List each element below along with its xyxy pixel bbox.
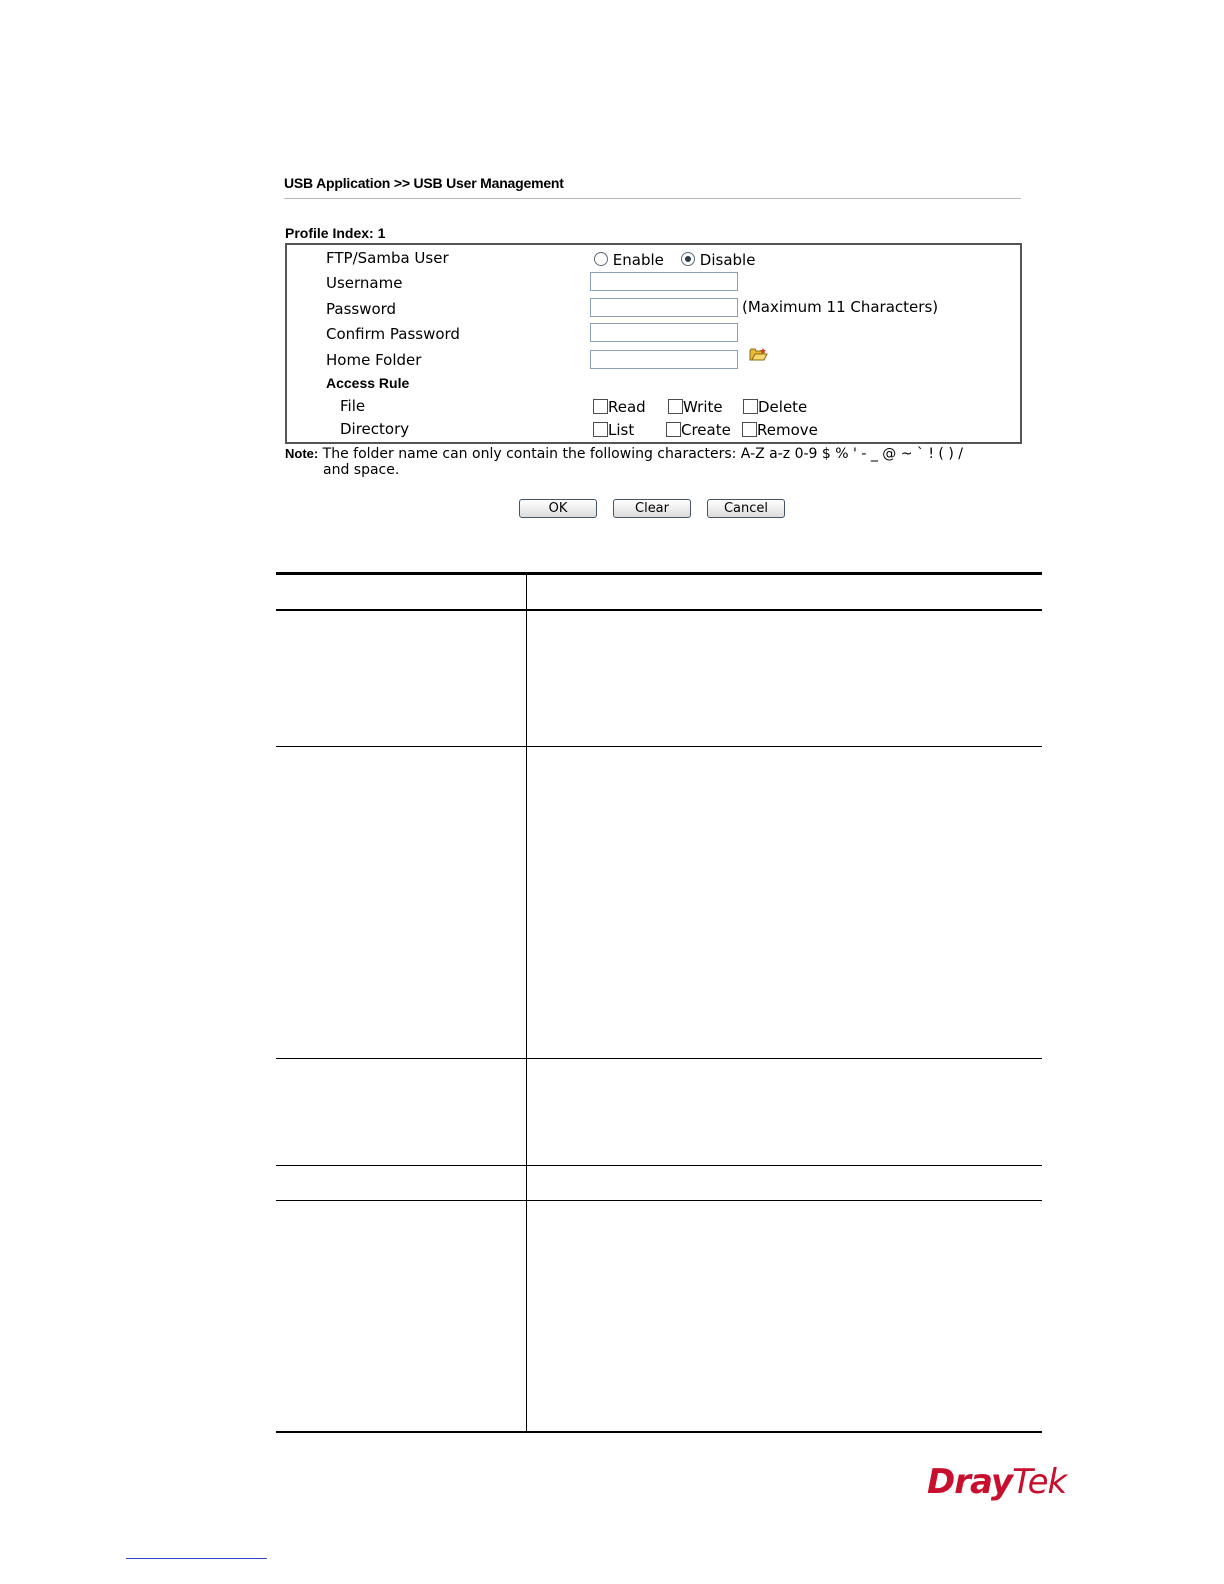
- dir-list-option[interactable]: [593, 421, 634, 439]
- clear-button[interactable]: Clear: [613, 499, 691, 518]
- logo-part1: Dray: [927, 1462, 1013, 1502]
- dir-remove-option[interactable]: [742, 421, 818, 439]
- ftp-samba-user-label: FTP/Samba User: [326, 249, 449, 267]
- cancel-button[interactable]: Cancel: [707, 499, 785, 518]
- file-read-label: Read: [608, 398, 646, 416]
- confirm-password-input[interactable]: [590, 323, 738, 342]
- profile-index-label: Profile Index: 1: [285, 225, 386, 241]
- file-write-checkbox[interactable]: [668, 399, 683, 414]
- disable-radio-option[interactable]: [681, 251, 755, 269]
- folder-browse-icon[interactable]: [749, 347, 768, 362]
- access-rule-label: Access Rule: [326, 375, 410, 391]
- folder-name-note: [285, 446, 963, 478]
- header-divider: [284, 198, 1021, 199]
- logo-part2: Tek: [1012, 1462, 1067, 1502]
- directory-label: Directory: [340, 420, 410, 438]
- file-read-checkbox[interactable]: [593, 399, 608, 414]
- table-row-rule: [276, 1058, 1042, 1059]
- note-prefix: Note:: [285, 446, 319, 461]
- password-hint: (Maximum 11 Characters): [742, 298, 939, 316]
- file-write-label: Write: [683, 398, 723, 416]
- dir-remove-checkbox[interactable]: [742, 422, 757, 437]
- enable-radio[interactable]: [594, 252, 608, 266]
- table-column-divider: [526, 574, 527, 1432]
- ok-button[interactable]: OK: [519, 499, 597, 518]
- disable-label: Disable: [699, 251, 756, 269]
- draytek-logo: [927, 1462, 1066, 1502]
- breadcrumb: USB Application >> USB User Management: [284, 175, 564, 191]
- dir-create-checkbox[interactable]: [666, 422, 681, 437]
- file-delete-checkbox[interactable]: [743, 399, 758, 414]
- dir-create-option[interactable]: [666, 421, 731, 439]
- dir-create-label: Create: [681, 421, 731, 439]
- password-input[interactable]: [590, 298, 738, 317]
- note-line1: The folder name can only contain the following characters: A-Z a-z 0-9 $ % ' - _ @ ~ ` ! ( ) /: [322, 446, 963, 462]
- dir-remove-label: Remove: [757, 421, 818, 439]
- username-input[interactable]: [590, 272, 738, 291]
- dir-list-label: List: [608, 421, 635, 439]
- home-folder-input[interactable]: [590, 350, 738, 369]
- table-row-rule: [276, 1165, 1042, 1166]
- file-delete-label: Delete: [758, 398, 808, 416]
- table-row-rule: [276, 1200, 1042, 1201]
- dir-list-checkbox[interactable]: [593, 422, 608, 437]
- file-label: File: [340, 397, 366, 415]
- disable-radio[interactable]: [681, 252, 695, 266]
- home-folder-label: Home Folder: [326, 351, 422, 369]
- note-line2: and space.: [323, 462, 400, 478]
- table-row-rule: [276, 746, 1042, 747]
- file-read-option[interactable]: [593, 398, 646, 416]
- table-bottom-rule: [276, 1431, 1042, 1433]
- file-write-option[interactable]: [668, 398, 723, 416]
- enable-label: Enable: [612, 251, 664, 269]
- table-top-rule: [276, 572, 1042, 575]
- table-header-rule: [276, 609, 1042, 611]
- file-delete-option[interactable]: [743, 398, 807, 416]
- password-label: Password: [326, 300, 397, 318]
- footer-link-underline: [126, 1558, 267, 1559]
- username-label: Username: [326, 274, 403, 292]
- confirm-password-label: Confirm Password: [326, 325, 460, 343]
- enable-radio-option[interactable]: [594, 251, 664, 269]
